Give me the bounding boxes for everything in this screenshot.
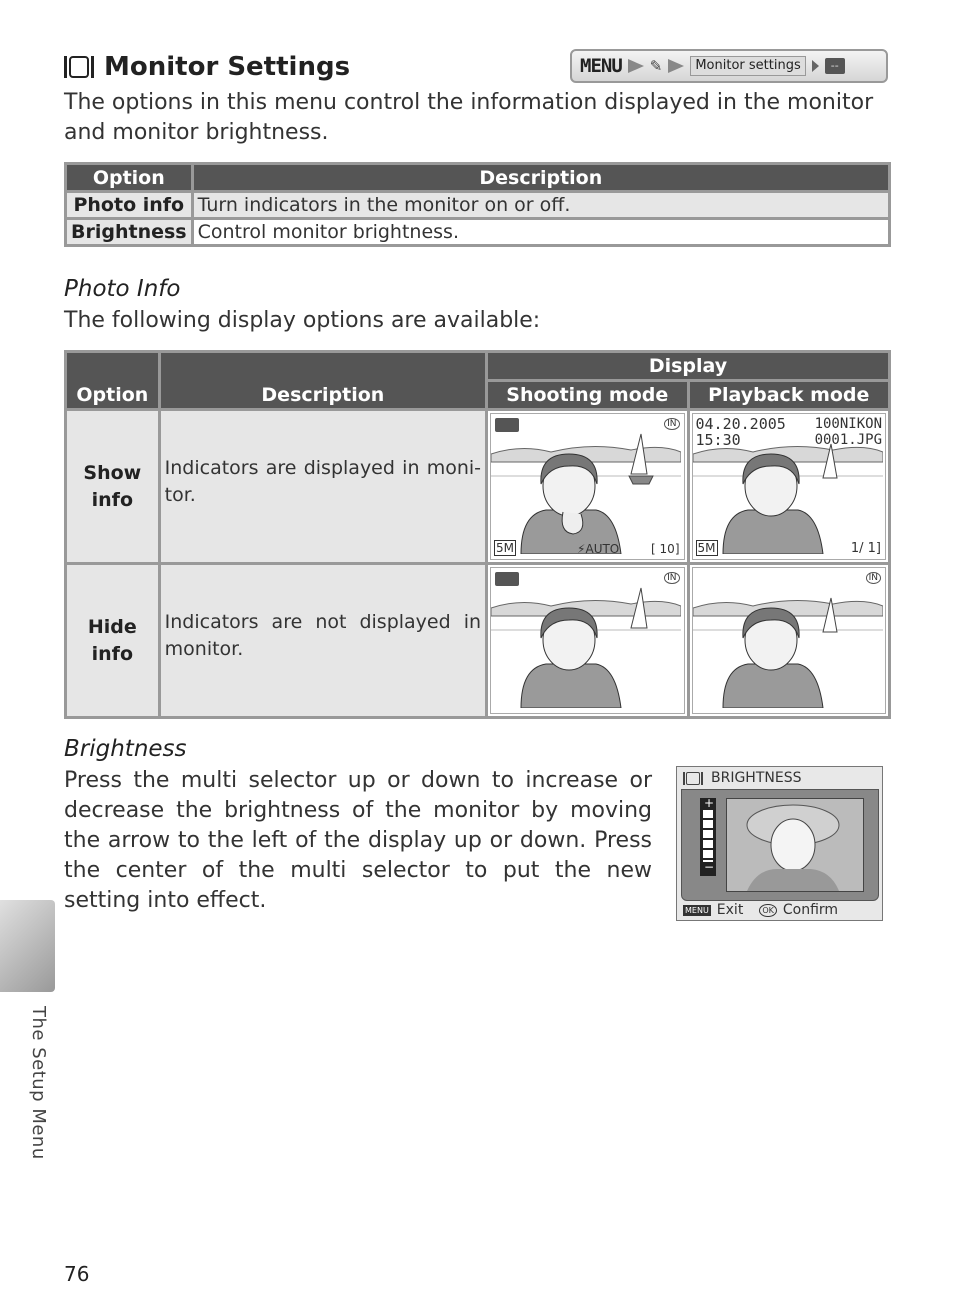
time-text: 15:30	[695, 431, 741, 449]
portrait-scene-image	[491, 414, 681, 554]
file-readout	[815, 416, 882, 448]
remaining-count: 10	[659, 542, 675, 556]
monitor-preview	[692, 567, 887, 714]
internal-memory-icon: IN	[664, 572, 679, 584]
frame-number: 1/	[850, 541, 864, 556]
playback-hide-screen	[690, 565, 889, 716]
col-header-playback: Playback mode	[690, 382, 889, 408]
brightness-preview-panel	[681, 789, 879, 901]
page-number: 76	[64, 1262, 90, 1286]
monitor-icon	[64, 56, 94, 78]
brightness-screen-header	[683, 770, 801, 786]
menu-breadcrumb	[570, 49, 888, 83]
option-text: Hide info	[87, 615, 137, 665]
col-header-description: Description	[161, 353, 485, 408]
description-cell: Indicators are displayed in moni-tor.	[161, 411, 485, 562]
minus-label: −	[704, 860, 715, 874]
internal-memory-icon: IN	[664, 418, 679, 430]
brightness-preview-image	[726, 798, 864, 892]
file-name-text: 0001.JPG	[814, 432, 882, 448]
description-cell: Turn indicators in the monitor on or off.	[194, 193, 888, 217]
description-cell: Control monitor brightness.	[194, 220, 888, 244]
exposures-remaining: [ 10]	[651, 542, 680, 556]
breadcrumb-value: --	[825, 58, 845, 74]
playback-show-screen	[690, 411, 889, 562]
portrait-scene-image	[693, 568, 883, 708]
table-row	[67, 193, 888, 217]
flash-mode-indicator: ⚡AUTO	[577, 542, 620, 556]
page-title	[64, 52, 350, 82]
section-tab	[0, 900, 55, 992]
confirm-label: Confirm	[782, 902, 839, 918]
camera-icon	[495, 572, 519, 586]
table-row	[67, 220, 888, 244]
breadcrumb-item: Monitor settings	[690, 56, 805, 76]
option-text: Show info	[83, 461, 142, 511]
ok-button-icon: OK	[759, 904, 777, 917]
brightness-screen	[676, 766, 883, 921]
date-text: 04.20.2005	[695, 415, 786, 433]
monitor-preview	[490, 413, 684, 560]
col-header-description: Description	[194, 165, 888, 190]
option-cell: Photo info	[67, 193, 191, 217]
image-size-indicator: 5M	[697, 541, 716, 555]
wrench-icon: ✎	[649, 57, 663, 75]
flash-mode-text: AUTO	[585, 542, 620, 556]
menu-label: MENU	[580, 55, 622, 77]
options-table	[64, 162, 891, 247]
internal-memory-icon: IN	[866, 572, 881, 584]
col-header-shooting: Shooting mode	[488, 382, 686, 408]
brightness-scale	[700, 798, 716, 876]
option-cell	[67, 411, 158, 562]
brightness-heading: Brightness	[64, 736, 187, 762]
girl-portrait-image	[727, 799, 863, 891]
section-tab-label: The Setup Menu	[28, 1006, 49, 1160]
brightness-paragraph: Press the multi selector up or down to increase or decrease the brightness of the monitor by moving the arrow to the left of the display up or down. Press the center of the multi selector to put the new setting into effect.	[64, 768, 652, 913]
shooting-show-screen	[488, 411, 686, 562]
page-title-text: Monitor Settings	[104, 52, 351, 82]
exit-label: Exit	[716, 902, 744, 918]
arrow-icon	[628, 59, 644, 73]
col-header-option: Option	[67, 353, 158, 408]
camera-icon	[495, 418, 519, 432]
plus-label: +	[704, 796, 715, 810]
photo-info-heading: Photo Info	[64, 276, 181, 302]
monitor-icon	[683, 772, 703, 785]
monitor-preview	[490, 567, 684, 714]
frame-total: 1	[867, 541, 876, 556]
monitor-preview	[692, 413, 887, 560]
folder-text: 100NIKON	[814, 416, 882, 432]
menu-button-icon: MENU	[685, 905, 709, 915]
frame-counter: 1/ 1]	[850, 541, 881, 556]
table-row	[67, 565, 888, 716]
play-arrow-icon	[812, 60, 819, 72]
shooting-hide-screen	[488, 565, 686, 716]
portrait-scene-image	[491, 568, 681, 708]
arrow-icon	[668, 59, 684, 73]
description-cell: Indicators are not displayed in monitor.	[161, 565, 485, 716]
col-header-option: Option	[67, 165, 191, 190]
photo-info-lead: The following display options are available:	[64, 308, 541, 333]
option-cell: Brightness	[67, 220, 191, 244]
option-cell	[67, 565, 158, 716]
col-header-display: Display	[488, 353, 888, 379]
brightness-screen-footer	[683, 902, 838, 918]
intro-paragraph: The options in this menu control the information displayed in the monitor and monitor brightness.	[64, 90, 874, 145]
photo-info-table	[64, 350, 891, 719]
brightness-level-bars	[703, 810, 713, 862]
date-time-readout	[696, 416, 786, 448]
image-size-indicator: 5M	[496, 541, 515, 555]
brightness-screen-title: BRIGHTNESS	[711, 770, 802, 786]
table-row	[67, 411, 888, 562]
